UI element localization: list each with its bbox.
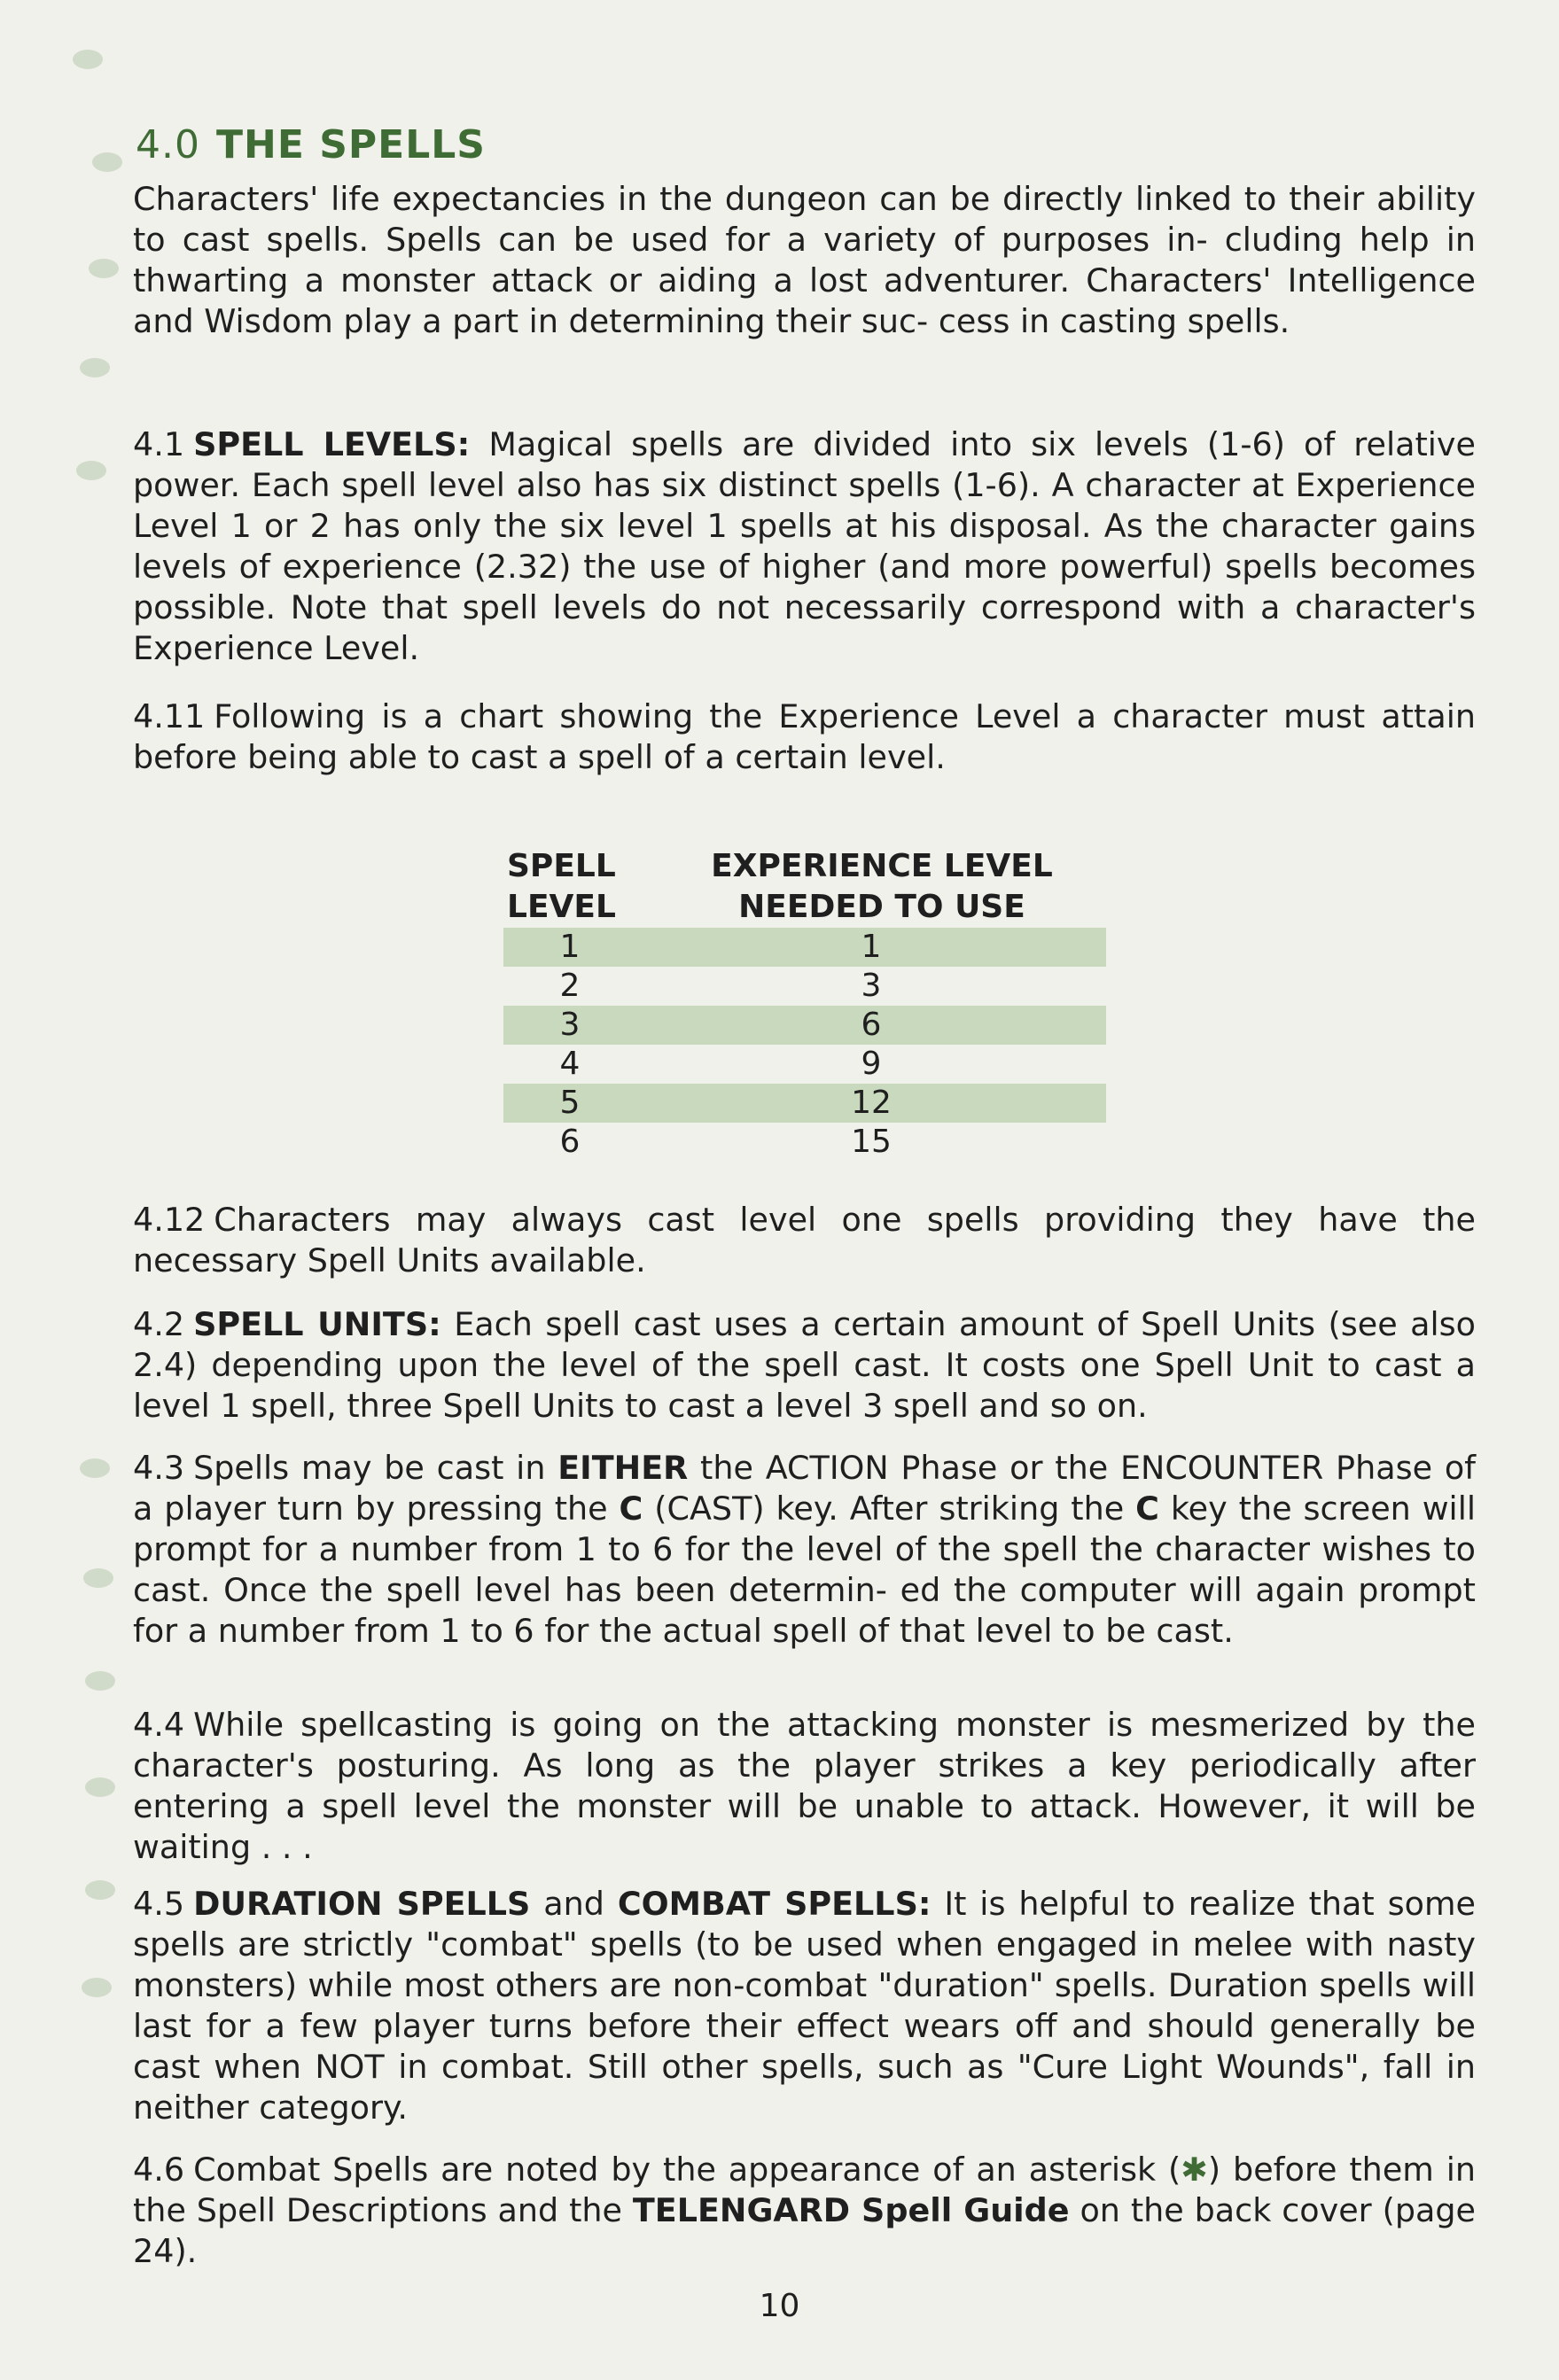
- table-row: 3 6: [503, 1006, 1106, 1045]
- table-row: 2 3: [559, 968, 882, 1004]
- page-number: 10: [759, 2288, 800, 2324]
- margin-smudge: [80, 358, 110, 377]
- table-header-row: [503, 846, 1106, 928]
- margin-smudge: [89, 259, 119, 278]
- table-row: 5 12: [503, 1084, 1106, 1123]
- margin-smudge: [85, 1777, 115, 1797]
- section-4-5: 4.5 DURATION SPELLS and COMBAT SPELLS: It is helpful to realize that some spells are strictly "combat" spells (to be used when engaged in melee with nasty monsters) while most others are non-combat "duration" spells. Duration spells will last for a few player turns before their effect wears off and should generally be cast when NOT in combat. Still other spells, such as "Cure Light Wounds", fall in neither category.: [133, 1885, 1476, 2127]
- section-4-4: 4.4 While spellcasting is going on the attacking monster is mesmerized by the character's posturing. As long as the player strikes a key periodically after entering a spell level the monster will be unable to attack. However, it will be waiting . . .: [133, 1706, 1476, 1866]
- margin-smudge: [76, 461, 106, 480]
- column-header-spell-level: SPELL LEVEL: [507, 848, 616, 925]
- spell-guide-title: TELENGARD Spell Guide: [632, 2191, 1070, 2229]
- section-heading: [136, 122, 486, 167]
- margin-smudge: [73, 50, 103, 69]
- margin-smudge: [92, 152, 122, 172]
- section-4-2: 4.2 SPELL UNITS: Each spell cast uses a certain amount of Spell Units (see also 2.4) depending upon the level of the spell cast. It costs one Spell Unit to cast a level 1 spell, three Spell Units to cast a level 3 spell and so on.: [133, 1305, 1477, 1425]
- section-4-1: 4.1 SPELL LEVELS: Magical spells are divided into six levels (1-6) of relative power. Each spell level also has six distinct spells (1-6). A character at Experience Level 1 or 2 has only the six level 1 spells at his disposal. As the character gains levels of experience (2.32) the use of higher (and more powerful) spells becomes possible. Note that spell levels do not necessarily correspond with a character's Experience Level.: [133, 425, 1476, 667]
- margin-smudge: [83, 1568, 113, 1588]
- margin-smudge: [85, 1880, 115, 1900]
- spell-units-title: SPELL UNITS:: [193, 1305, 441, 1343]
- table-row: 6 15: [559, 1124, 892, 1160]
- combat-spells-title: COMBAT SPELLS:: [617, 1885, 932, 1923]
- heading-number: 4.0: [136, 122, 200, 167]
- intro-paragraph: Characters' life expectancies in the dungeon can be directly linked to their ability to cast spells. Spells can be used for a variety of purposes in- cluding help in thwarting a monster attack or aiding a lost adventurer. Characters' Intelligence and Wisdom play a part in determining their suc- cess in casting spells.: [133, 180, 1476, 340]
- margin-smudge: [80, 1458, 110, 1478]
- section-4-11: 4.11 Following is a chart showing the Experience Level a character must attain before being able to cast a spell of a certain level.: [133, 697, 1476, 776]
- heading-title: THE SPELLS: [215, 122, 486, 167]
- section-4-6: 4.6 Combat Spells are noted by the appearance of an asterisk (✱) before them in the Spell Descriptions and the TELENGARD Spell Guide on the back cover (page 24).: [133, 2151, 1476, 2270]
- spell-levels-title: SPELL LEVELS:: [193, 425, 471, 463]
- section-4-3: 4.3 Spells may be cast in EITHER the ACTION Phase or the ENCOUNTER Phase of a player turn by pressing the C (CAST) key. After striking the C key the screen will prompt for a number from 1 to 6 for the level of the spell the character wishes to cast. Once the spell level has been determin- ed the computer will again prompt for a number from 1 to 6 for the actual spell of that level to be cast.: [133, 1449, 1476, 1650]
- duration-spells-title: DURATION SPELLS: [193, 1885, 531, 1923]
- table-row: 1 1: [503, 928, 1106, 967]
- column-header-experience-level: EXPERIENCE LEVEL NEEDED TO USE: [711, 848, 1053, 925]
- margin-smudge: [82, 1978, 112, 1997]
- section-4-12: 4.12 Characters may always cast level one spells providing they have the necessary Spell Units available.: [133, 1201, 1476, 1279]
- spell-level-table: [503, 846, 1106, 1162]
- margin-smudge: [85, 1671, 115, 1691]
- table-row: 4 9: [559, 1046, 882, 1082]
- asterisk-icon: ✱: [1181, 2151, 1208, 2189]
